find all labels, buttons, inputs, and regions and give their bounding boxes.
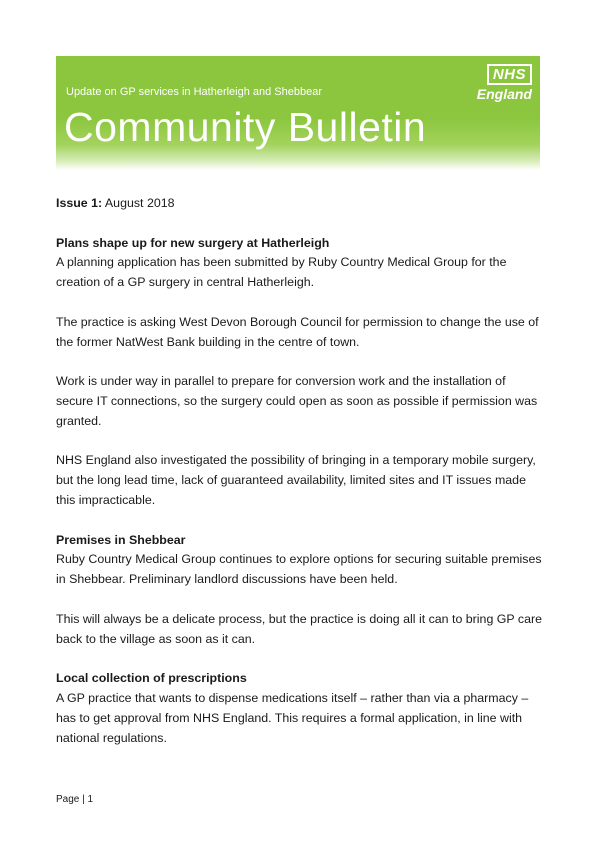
section-hatherleigh <box>56 234 542 511</box>
paragraph: Ruby Country Medical Group continues to explore options for securing suitable premises in Shebbear. Preliminary landlord discussions have been held. <box>56 552 542 587</box>
paragraph: Work is under way in parallel to prepare for conversion work and the installation of secure IT connections, so the surgery could open as soon as possible if permission was granted. <box>56 374 538 428</box>
paragraph: The practice is asking West Devon Borough Council for permission to change the use of the former NatWest Bank building in the centre of town. <box>56 314 539 349</box>
section-shebbear <box>56 531 542 650</box>
bulletin-banner <box>56 56 540 170</box>
paragraph: A GP practice that wants to dispense medications itself – rather than via a pharmacy – has to get approval from NHS England. This requires a formal application, in line with national regulations. <box>56 690 529 745</box>
bulletin-content <box>56 194 542 768</box>
section-prescriptions <box>56 669 542 748</box>
section-heading: Local collection of prescriptions <box>56 671 247 686</box>
nhs-logo-box: NHS <box>487 64 532 85</box>
banner-subtitle: Update on GP services in Hatherleigh and Shebbear <box>66 86 323 98</box>
paragraph: NHS England also investigated the possibility of bringing in a temporary mobile surgery, but the long lead time, lack of guaranteed availability, limited sites and IT issues made this impracticable. <box>56 453 536 507</box>
paragraph: A planning application has been submitted by Ruby Country Medical Group for the creation of a GP surgery in central Hatherleigh. <box>56 255 507 290</box>
nhs-logo-england: England <box>476 86 532 102</box>
page-footer: Page | 1 <box>56 794 94 805</box>
paragraph: This will always be a delicate process, but the practice is doing all it can to bring GP care back to the village as soon as it can. <box>56 611 542 646</box>
issue-label: Issue 1: <box>56 196 103 210</box>
banner-title: Community Bulletin <box>64 104 427 150</box>
section-heading: Premises in Shebbear <box>56 532 186 547</box>
nhs-england-logo <box>472 64 532 102</box>
issue-line <box>56 194 542 214</box>
issue-date: August 2018 <box>104 196 175 210</box>
section-heading: Plans shape up for new surgery at Hatherleigh <box>56 235 330 250</box>
